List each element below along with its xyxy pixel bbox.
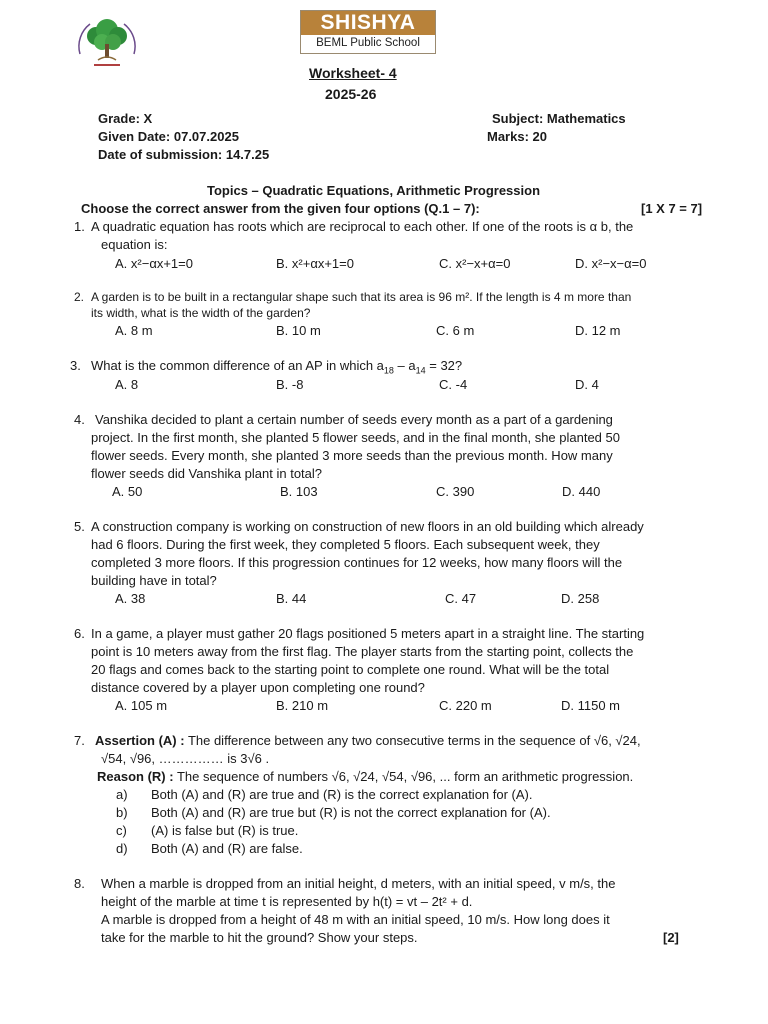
q3-option-b: B. -8: [276, 377, 304, 392]
q6-number: 6.: [74, 626, 85, 641]
instruction: Choose the correct answer from the given four options (Q.1 – 7):: [81, 201, 480, 216]
q8-text-line1: When a marble is dropped from an initial height, d meters, with an initial speed, v m/s, the: [101, 876, 616, 891]
q6-text-line4: distance covered by a player upon completing one round?: [91, 680, 425, 695]
q7-assertion-line2: √54, √96, …………… is 3√6 .: [101, 751, 270, 766]
q7-option-a-letter: a): [116, 787, 128, 802]
q4-text-line1: Vanshika decided to plant a certain number of seeds every month as a part of a gardening: [95, 412, 613, 427]
q7-number: 7.: [74, 733, 85, 748]
q8-text-line2: height of the marble at time t is represented by h(t) = vt – 2t² + d.: [101, 894, 473, 909]
given-date: Given Date: 07.07.2025: [98, 129, 239, 144]
q7-option-d-letter: d): [116, 841, 128, 856]
q1-text-line2: equation is:: [101, 237, 168, 252]
q4-option-d: D. 440: [562, 484, 601, 499]
q4-option-a: A. 50: [112, 484, 143, 499]
school-tree-logo-icon: [72, 14, 142, 72]
q2-option-b: B. 10 m: [276, 323, 321, 338]
worksheet-title: Worksheet- 4: [309, 65, 397, 81]
q1-option-d: D. x²−x−α=0: [575, 256, 647, 271]
q1-option-a: A. x²−αx+1=0: [115, 256, 193, 271]
topics-heading: Topics – Quadratic Equations, Arithmetic Progression: [207, 183, 541, 198]
q6-option-c: C. 220 m: [439, 698, 492, 713]
q7-option-c-text: (A) is false but (R) is true.: [151, 823, 299, 838]
q2-option-a: A. 8 m: [115, 323, 153, 338]
q5-text-line3: completed 3 more floors. If this progression continues for 12 weeks, how many floors will the: [91, 555, 623, 570]
submission-date: Date of submission: 14.7.25: [98, 147, 270, 162]
q7-option-c-letter: c): [116, 823, 127, 838]
q3-text: What is the common difference of an AP in which $a_{18} - a_{14} = 32$?: [91, 358, 463, 376]
grade: Grade: X: [98, 111, 153, 126]
q4-option-c: C. 390: [436, 484, 475, 499]
q6-text-line3: 20 flags and comes back to the starting point to complete one round. What will be the total: [91, 662, 610, 677]
q3-option-d: D. 4: [575, 377, 599, 392]
q4-option-b: B. 103: [280, 484, 318, 499]
worksheet-year: 2025-26: [325, 86, 377, 102]
q5-option-b: B. 44: [276, 591, 307, 606]
q4-number: 4.: [74, 412, 85, 427]
q3-option-c: C. -4: [439, 377, 468, 392]
q5-option-d: D. 258: [561, 591, 600, 606]
q7-option-d-text: Both (A) and (R) are false.: [151, 841, 303, 856]
q6-text-line2: point is 10 meters away from the first flag. The player starts from the starting point, collects the: [91, 644, 634, 659]
q1-option-c: C. x²−x+α=0: [439, 256, 511, 271]
q5-text-line4: building have in total?: [91, 573, 217, 588]
q7-reason: Reason (R) : The sequence of numbers √6, √24, √54, √96, ... form an arithmetic progression.: [97, 769, 634, 784]
q5-option-a: A. 38: [115, 591, 146, 606]
instruction-marks: [1 X 7 = 7]: [641, 201, 703, 216]
q7-option-a-text: Both (A) and (R) are true and (R) is the correct explanation for (A).: [151, 787, 533, 802]
q5-number: 5.: [74, 519, 85, 534]
q1-number: 1.: [74, 219, 85, 234]
q1-option-b: B. x²+αx+1=0: [276, 256, 354, 271]
brand-name: SHISHYA: [301, 11, 435, 35]
q3-option-a: A. 8: [115, 377, 139, 392]
q6-text-line1: In a game, a player must gather 20 flags positioned 5 meters apart in a straight line. The starting: [91, 626, 645, 641]
q8-text-line4: take for the marble to hit the ground? Show your steps.: [101, 930, 418, 945]
q2-number: 2.: [74, 290, 85, 304]
q4-text-line4: flower seeds did Vanshika plant in total?: [91, 466, 323, 481]
q4-text-line2: project. In the first month, she planted 5 flower seeds, and in the final month, she planted 50: [91, 430, 620, 445]
q7-option-b-letter: b): [116, 805, 128, 820]
subject: Subject: Mathematics: [492, 111, 626, 126]
brand-banner: [300, 10, 436, 54]
q5-text-line2: had 6 floors. During the first week, they completed 5 floors. Each subsequent week, they: [91, 537, 600, 552]
q5-text-line1: A construction company is working on construction of new floors in an old building which already: [91, 519, 644, 534]
q6-option-a: A. 105 m: [115, 698, 168, 713]
q7-option-b-text: Both (A) and (R) are true but (R) is not the correct explanation for (A).: [151, 805, 551, 820]
q6-option-b: B. 210 m: [276, 698, 329, 713]
q7-assertion-line1: Assertion (A) : The difference between any two consecutive terms in the sequence of √6, √24,: [95, 733, 641, 748]
q8-marks: [2]: [663, 930, 679, 945]
q2-option-c: C. 6 m: [436, 323, 475, 338]
brand-subtitle: BEML Public School: [301, 35, 435, 52]
q1-text-line1: A quadratic equation has roots which are reciprocal to each other. If one of the roots is α b, the: [91, 219, 634, 234]
marks: Marks: 20: [487, 129, 547, 144]
q4-text-line3: flower seeds. Every month, she planted 3 more seeds than the previous month. How many: [91, 448, 613, 463]
q8-number: 8.: [74, 876, 85, 891]
q2-option-d: D. 12 m: [575, 323, 621, 338]
q8-text-line3: A marble is dropped from a height of 48 m with an initial speed, 10 m/s. How long does it: [101, 912, 610, 927]
q2-text-line2: its width, what is the width of the garden?: [91, 306, 311, 320]
q2-text-line1: A garden is to be built in a rectangular shape such that its area is 96 m². If the length is 4 m more than: [91, 290, 632, 304]
q5-option-c: C. 47: [445, 591, 477, 606]
q3-number: 3.: [70, 358, 81, 373]
q6-option-d: D. 1150 m: [561, 698, 621, 713]
